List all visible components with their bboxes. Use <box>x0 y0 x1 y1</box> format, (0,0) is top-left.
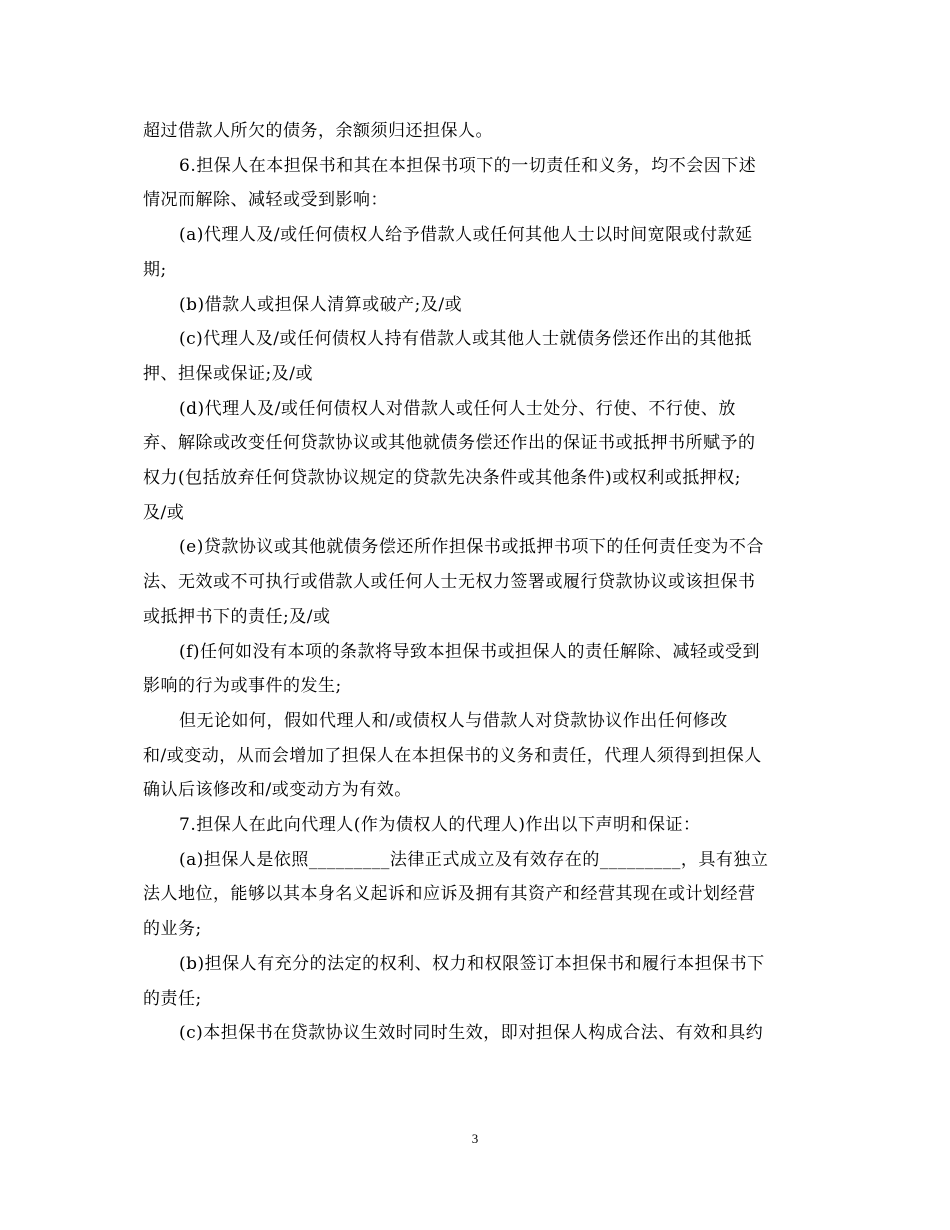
text-line: 弃、解除或改变任何贷款协议或其他就债务偿还作出的保证书或抵押书所赋予的 <box>143 433 756 454</box>
text-line: (b)借款人或担保人清算或破产;及/或 <box>179 294 463 315</box>
text-line: (b)担保人有充分的法定的权利、权力和权限签订本担保书和履行本担保书下 <box>179 953 765 974</box>
text-line: (e)贷款协议或其他就债务偿还所作担保书或抵押书项下的任何责任变为不合 <box>179 537 764 558</box>
text-line: 6.担保人在本担保书和其在本担保书项下的一切责任和义务，均不会因下述 <box>179 155 757 176</box>
text-line: 的责任; <box>143 988 202 1009</box>
text-line: (c)代理人及/或任何债权人持有借款人或其他人士就债务偿还作出的其他抵 <box>179 329 753 350</box>
text-line: 及/或 <box>143 502 185 523</box>
text-line: 影响的行为或事件的发生; <box>143 676 342 697</box>
text-line: 和/或变动，从而会增加了担保人在本担保书的义务和责任，代理人须得到担保人 <box>143 745 762 766</box>
text-line: 权力(包括放弃任何贷款协议规定的贷款先决条件或其他条件)或权利或抵押权; <box>143 468 741 489</box>
text-line: 法人地位，能够以其本身名义起诉和应诉及拥有其资产和经营其现在或计划经营 <box>143 884 756 905</box>
text-line: (f)任何如没有本项的条款将导致本担保书或担保人的责任解除、减轻或受到 <box>179 641 761 662</box>
text-line: 的业务; <box>143 919 202 940</box>
text-line: 或抵押书下的责任;及/或 <box>143 606 331 627</box>
text-line: 确认后该修改和/或变动方为有效。 <box>143 780 412 801</box>
text-line: 情况而解除、减轻或受到影响： <box>143 190 388 211</box>
text-line: (a)担保人是依照_________法律正式成立及有效存在的_________，具有独立 <box>179 849 769 870</box>
text-line: (d)代理人及/或任何债权人对借款人或任何人士处分、行使、不行使、放 <box>179 398 736 419</box>
text-line: 超过借款人所欠的债务，余额须归还担保人。 <box>143 121 493 141</box>
document-body <box>143 114 811 1051</box>
text-line: 法、无效或不可执行或借款人或任何人士无权力签署或履行贷款协议或该担保书 <box>143 572 756 593</box>
text-line: 7.担保人在此向代理人(作为债权人的代理人)作出以下声明和保证： <box>179 815 701 836</box>
text-line: 但无论如何，假如代理人和/或债权人与借款人对贷款协议作出任何修改 <box>179 710 728 731</box>
text-line: (c)本担保书在贷款协议生效时同时生效，即对担保人构成合法、有效和具约 <box>179 1023 764 1044</box>
text-line: 期; <box>143 259 167 280</box>
page-number: 3 <box>471 1131 479 1146</box>
text-line: (a)代理人及/或任何债权人给予借款人或任何其他人士以时间宽限或付款延 <box>179 225 753 246</box>
text-line: 押、担保或保证;及/或 <box>143 363 313 384</box>
